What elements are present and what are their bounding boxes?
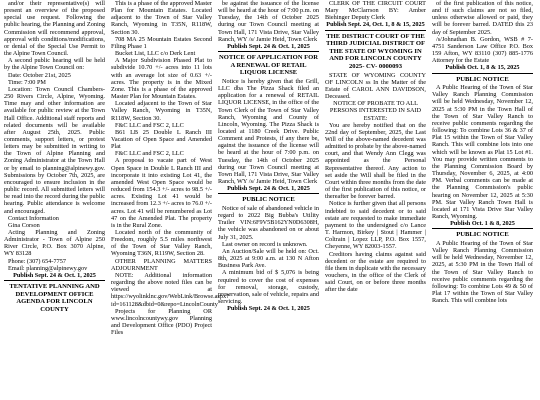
publish-dates: Publish Sept. 24 & Oct. 1, 2025 (227, 42, 310, 50)
notice-paragraph: You are hereby notified that on the 22nd day of September, 2025, the Last Will of the above-named decedent was admitted to probate by the above-named court, and that Wendy Ann Clegg was appointed as the Personal Representative thereof. Any action to set aside the Will shall be filed in the Court within three months from the date of the first publication of this notice, or thereafter be forever barred. (325, 121, 426, 201)
notice-paragraph: Notice is further given that all persons indebted to said decedent or to said estate are requested to make immediate payment to the undersigned c/o Lance T. Harmon, Birkey | Stout | Hammer | Coltrain | Lopez LLP, P.O. Box 1557, Cheyenne, WY 82003-1557. (325, 200, 426, 251)
notice-paragraph: This is a phase of the approved Master Plan for Mountain Estates. Located adjacent to the Town of Star Valley Ranch, Wyoming in T35N, R118W, Section 30. (111, 0, 212, 36)
notice-paragraph: Location: Town Council Chambers- 250 Rivers Circle, Alpine, Wyoming. Time may and other information are available for public review at the Town Hall Office. Additional staff reports and related documents will be available after August 25th, 2025. Public comments, support letters, or protest letters may be submitted in writing to the Town of Alpine Planning and Zoning Administrator at the Town Hall or by email to planning@alpinewy.gov. Submissions by October 7th, 2025, are encouraged to ensure inclusion in the public record. All submitted letters will be read into the record during the public hearing. Public attendance is welcome and encouraged. (4, 85, 105, 215)
notice-paragraph: Notice is hereby given that the Grill, LLC dba The Pizza Shack filed an application for a renewal of RETAIL LIQUOR LICENSE, in the office of the Town Clerk of the Town of Star Valley Ranch, Wyoming and County of Lincoln, Wyoming. The Pizza Shack is located at 1180 Creek Drive. Public Comment and Protests, if any there be, against the issuance of the license will be heard at the hour of 7:00 p.m. on Tuesday, the 14th of October 2025 during our Town Council meeting at Town Hall, 171 Vista Drive, Star Valley Ranch, WY /s/ Jamie Heid, Town Clerk (218, 77, 319, 186)
notice-paragraph: Notice of sale of abandoned vehicle in regard to 2022 Big Bubba's Utility Trailer VIN:6F9V5B162YN0D6308H, the vehicle was abandoned on or about July 31, 2025. (218, 204, 319, 241)
notice-paragraph: A proposal to vacate part of West Open Space in Double L Ranch III and incorporate it into existing Lot 41, the amended West Open Space would be reduced from 154.3 +/- acres to 98.5 +/- acres. Existing Lot 41 would be increased from 12.3 +/- acres to 76.0 +/- acres. Lot 41 will be renumbered as Lot 47 on the Amended Plat. The property is in the Rural Zone. (111, 157, 212, 229)
notice-paragraph: CLERK OF THE CIRCUIT COURT Mary McClarrson BY: Amber Biehinger Deputy Clerk (325, 0, 426, 22)
notice-paragraph: be against the issuance of the license will be heard at the hour of 7:00 p.m. on Tuesday, the 14th of October 2025 during our Town Council meeting at Town Hall, 171 Vista Drive, Star Valley Ranch, WY /s/ Jamie Heid, Town Clerk (218, 0, 319, 43)
publish-dates: Publish Sept. 24, Oct. 1, 8 & 15, 2025 (326, 21, 425, 29)
notice-divider (432, 73, 533, 74)
notice-paragraph: Bucket List, LLC c/o Derk Lent (115, 50, 196, 58)
publish-dates: Publish Sept. 24 & Oct. 1, 2025 (13, 271, 96, 279)
notice-paragraph: A Public Hearing of the Town of Star Valley Ranch Planning Commission will be held Wednesday, November 12, 2025 at 5:30 PM in the Town Hall of the Town of Star Valley Ranch to receive public comments regarding the following: To combine Lots 36 & 37 of Plat 15 within the Town of Star Valley Ranch. This will combine lots into one which will be known as Plat 15 Lot #1. You may provide written comments to the Planning Commission Board by Thursday, November 6, 2025, at 4:00 PM. Verbal comments can be made at the Planning Commission's public hearing on November 12, 2025 at 5:30 PM. Star Valley Ranch Town Hall is located at 171 Vista Drive Star Valley Ranch, Wyoming. (432, 84, 533, 220)
notice-paragraph: A Public Hearing of the Town of Star Valley Ranch Planning Commission will be held Wednesday, November 12, 2025, at 5:30 PM in the Town Hall of the Town of Star Valley Ranch to receive public comments regarding the following: To combine Lots 49 & 50 of Plat 17 within the Town of Star Valley Ranch. This will combine lots (432, 239, 533, 305)
notice-paragraph: Phone: (307) 654-7757 (8, 257, 66, 265)
notice-paragraph: A second public hearing will be held by the Alpine Town Council on: (4, 57, 105, 72)
notice-paragraph: Projects for Planning OR www.lincolncountywy.gov Planning and Development Office (PDO) Project Files (111, 307, 212, 337)
publish-dates: Publish Sept. 24 & Oct. 1, 2025 (227, 185, 310, 193)
notice-heading: PUBLIC NOTICE (456, 75, 509, 83)
notice-paragraph: OTHER PLANNING MATTERS ADJOURNMENT (111, 257, 212, 272)
notice-heading: PUBLIC NOTICE (242, 196, 295, 204)
notice-paragraph: Last owner on record is unknown. (222, 240, 308, 248)
notice-paragraph: A Major Subdivision Phased Plat to subdivide 10.70 +/- acres into 11 lots with an average lot size of 0.63 +/- acres. The property is in the Mixed Zone. This is a phase of the approved Master Plan for Mountain Estates. (111, 57, 212, 101)
notice-paragraph: F&C LLC and FSC 2, LLC (115, 121, 184, 129)
notice-subheading: NOTICE OF PROBATE TO ALL PERSONS INTERESTED IN SAID ESTATE: (329, 100, 422, 122)
publish-dates: Publish Oct. 1, 8 & 15, 2025 (445, 64, 520, 72)
notice-heading: PUBLIC NOTICE (456, 231, 509, 239)
notice-paragraph: Contact Information (8, 214, 59, 222)
notice-paragraph: Gina Corson (8, 221, 40, 229)
notice-paragraph: A minimum bid of $ 5,076 is being required to cover the cost of expenses for removal, storage, custody, preservation, sale of vehicle, repairs and servicing. (218, 269, 319, 305)
column-4 (325, 0, 426, 400)
notice-heading: TENTATIVE PLANNING AND DEVELOPMENT OFFICE AGENDA FOR LINCOLN COUNTY (9, 283, 100, 313)
publish-dates: Publish Sept. 24 & Oct. 1, 2025 (227, 305, 310, 313)
notice-paragraph: Located north of the community of Freedom, roughly 5.5 miles northwest of the Town of Star Valley Ranch, Wyoming T36N, R119W, Section 28. (111, 229, 212, 258)
column-1 (4, 0, 105, 400)
notice-paragraph: F&C LLC and FSC 2, LLC (115, 150, 184, 158)
column-3 (218, 0, 319, 400)
notice-paragraph: Creditors having claims against said decedent or the estate are required to file them in duplicate with the necessary vouchers, in the office of the Clerk of said Court, on or before three months after the date (325, 250, 427, 294)
notice-paragraph: of the first publication of this notice, and if such claims are not so filed, unless otherwise allowed or paid, they will be forever barred. DATED this 23 day of September 2025. (432, 0, 533, 36)
notice-paragraph: Date: October 21st, 2025 (8, 71, 71, 79)
notice-paragraph: 708 MA 25 Mountain Estates Second Filing Phase 1 (111, 35, 212, 50)
column-5 (432, 0, 533, 400)
notice-divider (432, 228, 533, 229)
notice-heading: THE DISTRICT COURT OF THE THIRD JUDICIAL DISTRICT OF THE STATE OF WYOMING IN AND FOR LINCOLN COUNTY 2025- CV- 0000093 (326, 32, 425, 70)
notice-paragraph: Located adjacent to the Town of Star Valley Ranch, Wyoming in T35N, R118W, Section 30. (111, 100, 212, 122)
notice-paragraph: /s/Johnathan B. Gordon, WSB # 7-4751 Sanderson Law Office P.O. Box 159 Afton, WY 83110 (307) 885-1776 Attorney for the Estate (432, 35, 533, 65)
notice-paragraph: Time: 7:00 PM (8, 78, 46, 86)
notice-divider (4, 280, 105, 281)
notice-paragraph: An Auction/Sale will be held on: Oct. 8th, 2025 at 9:00 a.m. at 130 N Afton Business Park Ave. (218, 247, 319, 270)
notice-divider (218, 51, 319, 52)
notice-heading: NOTICE OF APPLICATION FOR A RENEWAL OF RETAIL LIQUOR LICENSE (218, 54, 319, 77)
column-2 (111, 0, 229, 400)
publish-dates: Publish Oct. 1 & 8, 2025 (450, 220, 515, 228)
notice-paragraph: B61 LB 25 Double L Ranch III Vacation of Open Space and Amended Plat (111, 128, 212, 151)
notice-divider (325, 30, 426, 31)
notice-paragraph: Acting Planning and Zoning Administrator - Town of Alpine 250 River Circle, P.O. Box 3070 Alpine, WY 83128 (4, 229, 105, 258)
notice-paragraph: NOTE: Additional information regarding the above noted files can be viewed at https://wyolinklnc.gov/WebLink/Browse.aspx?id=161128&dbid=0&repo=LincolnCounty (111, 271, 229, 308)
notice-paragraph: and/or their representative(s) will present an overview of the proposed special use request. Following the public hearing, the Planning and Zoning Commission will recommend approval, approval with conditions/modifications, or denial of the Special Use Permit to the Alpine Town Council. (4, 0, 105, 58)
notice-paragraph: Email: planning@alpinewy.gov (8, 264, 88, 272)
notice-paragraph: STATE OF WYOMING COUNTY OF LINCOLN ss In the Matter of the Estate of CAROL ANN DAVIDSON, Deceased. (325, 71, 426, 101)
notice-divider (218, 193, 319, 194)
